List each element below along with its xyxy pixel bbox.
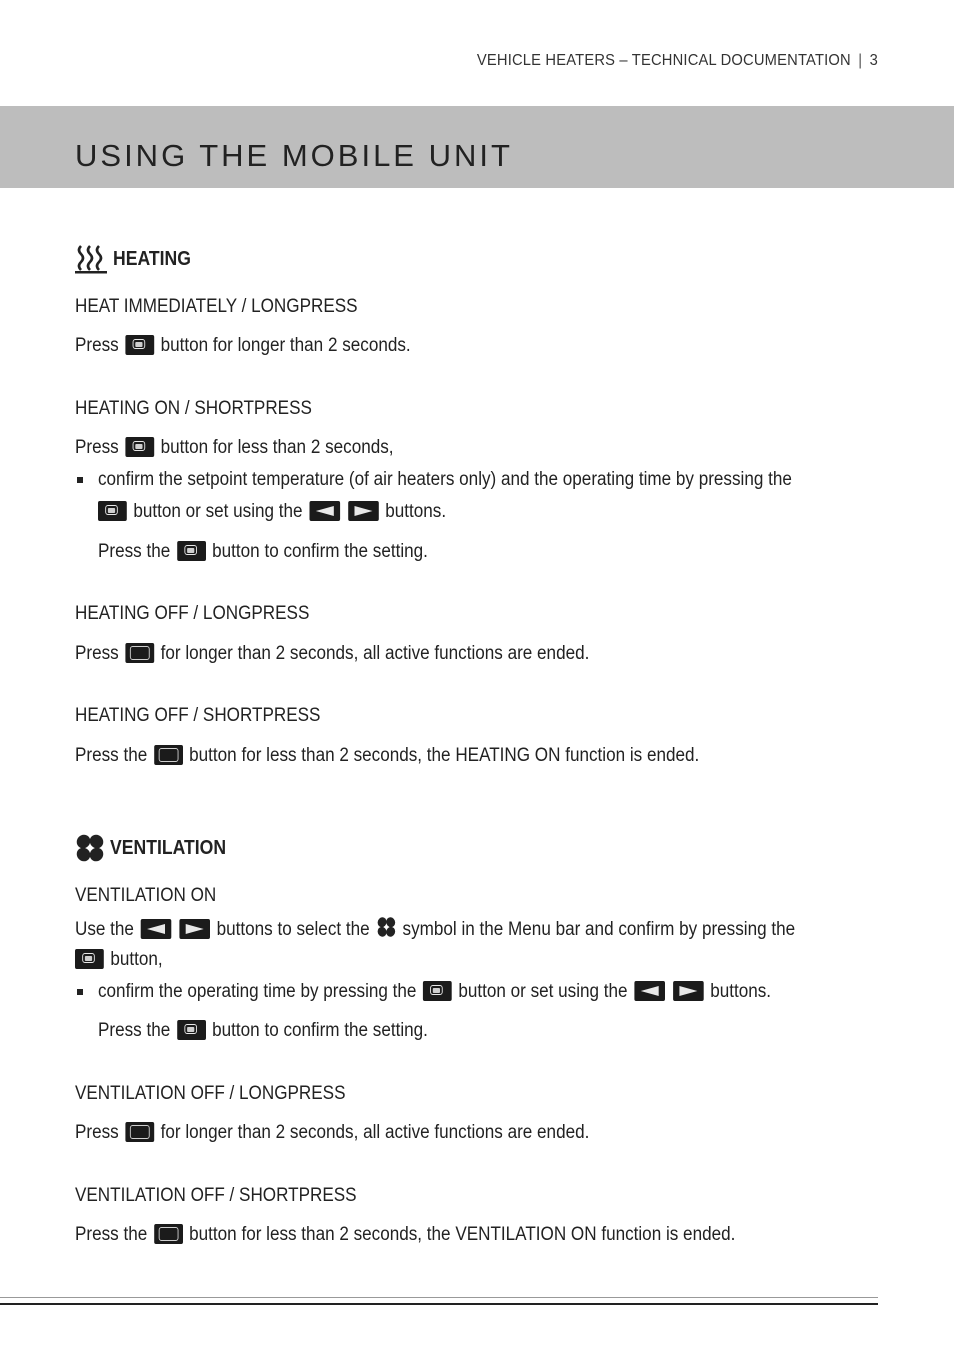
ventilation-title: VENTILATION <box>110 837 227 859</box>
heating-off-long-text <box>75 642 589 666</box>
ventilation-off-long-text <box>75 1121 589 1145</box>
heating-off-long-heading: HEATING OFF / LONGPRESS <box>75 603 310 624</box>
footer-rule-thin <box>0 1297 878 1298</box>
text-pre: Press <box>75 1122 119 1143</box>
heating-title: HEATING <box>113 248 191 270</box>
text-end: buttons. <box>710 981 772 1002</box>
left-arrow-button-icon <box>309 501 340 521</box>
heating-on-text <box>75 436 394 460</box>
ok-button-icon <box>177 1020 206 1040</box>
text-end: buttons. <box>385 501 447 522</box>
bullet-icon <box>77 477 83 483</box>
text-mid: buttons to select the <box>216 919 370 940</box>
ventilation-off-long-heading: VENTILATION OFF / LONGPRESS <box>75 1083 346 1104</box>
ventilation-on-line2 <box>75 948 163 972</box>
heating-off-short-text <box>75 744 699 768</box>
doc-title: VEHICLE HEATERS – TECHNICAL DOCUMENTATION <box>476 52 851 69</box>
text-pre: Press the <box>75 745 148 766</box>
ventilation-on-line1 <box>75 916 795 942</box>
text-mid: button or set using the <box>133 501 303 522</box>
text-pre: Press the <box>75 1224 148 1245</box>
ok-button-icon <box>98 501 127 521</box>
text-pre: Use the <box>75 919 134 940</box>
heating-waves-icon <box>75 244 107 274</box>
text-post: button for less than 2 seconds, the HEATING ON function is ended. <box>189 745 700 766</box>
left-arrow-button-icon <box>140 919 171 939</box>
heating-on-bullet-line2 <box>98 500 446 524</box>
title-band <box>0 106 954 188</box>
off-button-icon <box>154 1224 183 1244</box>
heat-immediately-text <box>75 334 411 358</box>
text-post: button for less than 2 seconds, the VENTILATION ON function is ended. <box>189 1224 736 1245</box>
heating-on-bullet-line1: confirm the setpoint temperature (of air heaters only) and the operating time by pressing the <box>98 469 792 490</box>
text-post: button to confirm the setting. <box>212 1020 428 1041</box>
fan-icon <box>75 833 105 863</box>
ventilation-on-bullet <box>98 980 771 1004</box>
heating-off-short-heading: HEATING OFF / SHORTPRESS <box>75 705 321 726</box>
ventilation-off-short-text <box>75 1223 735 1247</box>
text-post: for longer than 2 seconds, all active functions are ended. <box>160 643 590 664</box>
bullet-icon <box>77 989 83 995</box>
right-arrow-button-icon <box>673 981 704 1001</box>
right-arrow-button-icon <box>348 501 379 521</box>
fan-icon <box>376 916 396 938</box>
text-pre: Press <box>75 437 119 458</box>
text-post: button for less than 2 seconds, <box>160 437 394 458</box>
header-separator: | <box>858 52 863 69</box>
text-mid: button or set using the <box>458 981 628 1002</box>
ok-button-icon <box>177 541 206 561</box>
ok-button-icon <box>75 949 104 969</box>
left-arrow-button-icon <box>634 981 665 1001</box>
heating-on-confirm <box>98 540 428 564</box>
ok-button-icon <box>423 981 452 1001</box>
off-button-icon <box>125 643 154 663</box>
text-post: button to confirm the setting. <box>212 541 428 562</box>
heat-immediately-heading: HEAT IMMEDIATELY / LONGPRESS <box>75 296 358 317</box>
text-pre: Press <box>75 643 119 664</box>
ok-button-icon <box>125 437 154 457</box>
ventilation-on-confirm <box>98 1019 428 1043</box>
page-title: USING THE MOBILE UNIT <box>75 138 513 173</box>
text-pre: Press the <box>98 1020 171 1041</box>
ok-button-icon <box>125 335 154 355</box>
footer-rule <box>0 1303 878 1305</box>
text-post: button for longer than 2 seconds. <box>160 335 411 356</box>
heating-on-heading: HEATING ON / SHORTPRESS <box>75 398 312 419</box>
text-pre: confirm the operating time by pressing the <box>98 981 417 1002</box>
heating-section-title <box>75 244 202 274</box>
page-number: 3 <box>869 52 878 69</box>
right-arrow-button-icon <box>179 919 210 939</box>
text-post: for longer than 2 seconds, all active functions are ended. <box>160 1122 590 1143</box>
running-header <box>477 52 878 70</box>
text-pre: Press the <box>98 541 171 562</box>
off-button-icon <box>125 1122 154 1142</box>
ventilation-section-title <box>75 833 242 863</box>
text-post: button, <box>110 949 163 970</box>
ventilation-on-heading: VENTILATION ON <box>75 885 217 906</box>
off-button-icon <box>154 745 183 765</box>
ventilation-off-short-heading: VENTILATION OFF / SHORTPRESS <box>75 1185 357 1206</box>
text-pre: Press <box>75 335 119 356</box>
text-post: symbol in the Menu bar and confirm by pressing the <box>402 919 796 940</box>
